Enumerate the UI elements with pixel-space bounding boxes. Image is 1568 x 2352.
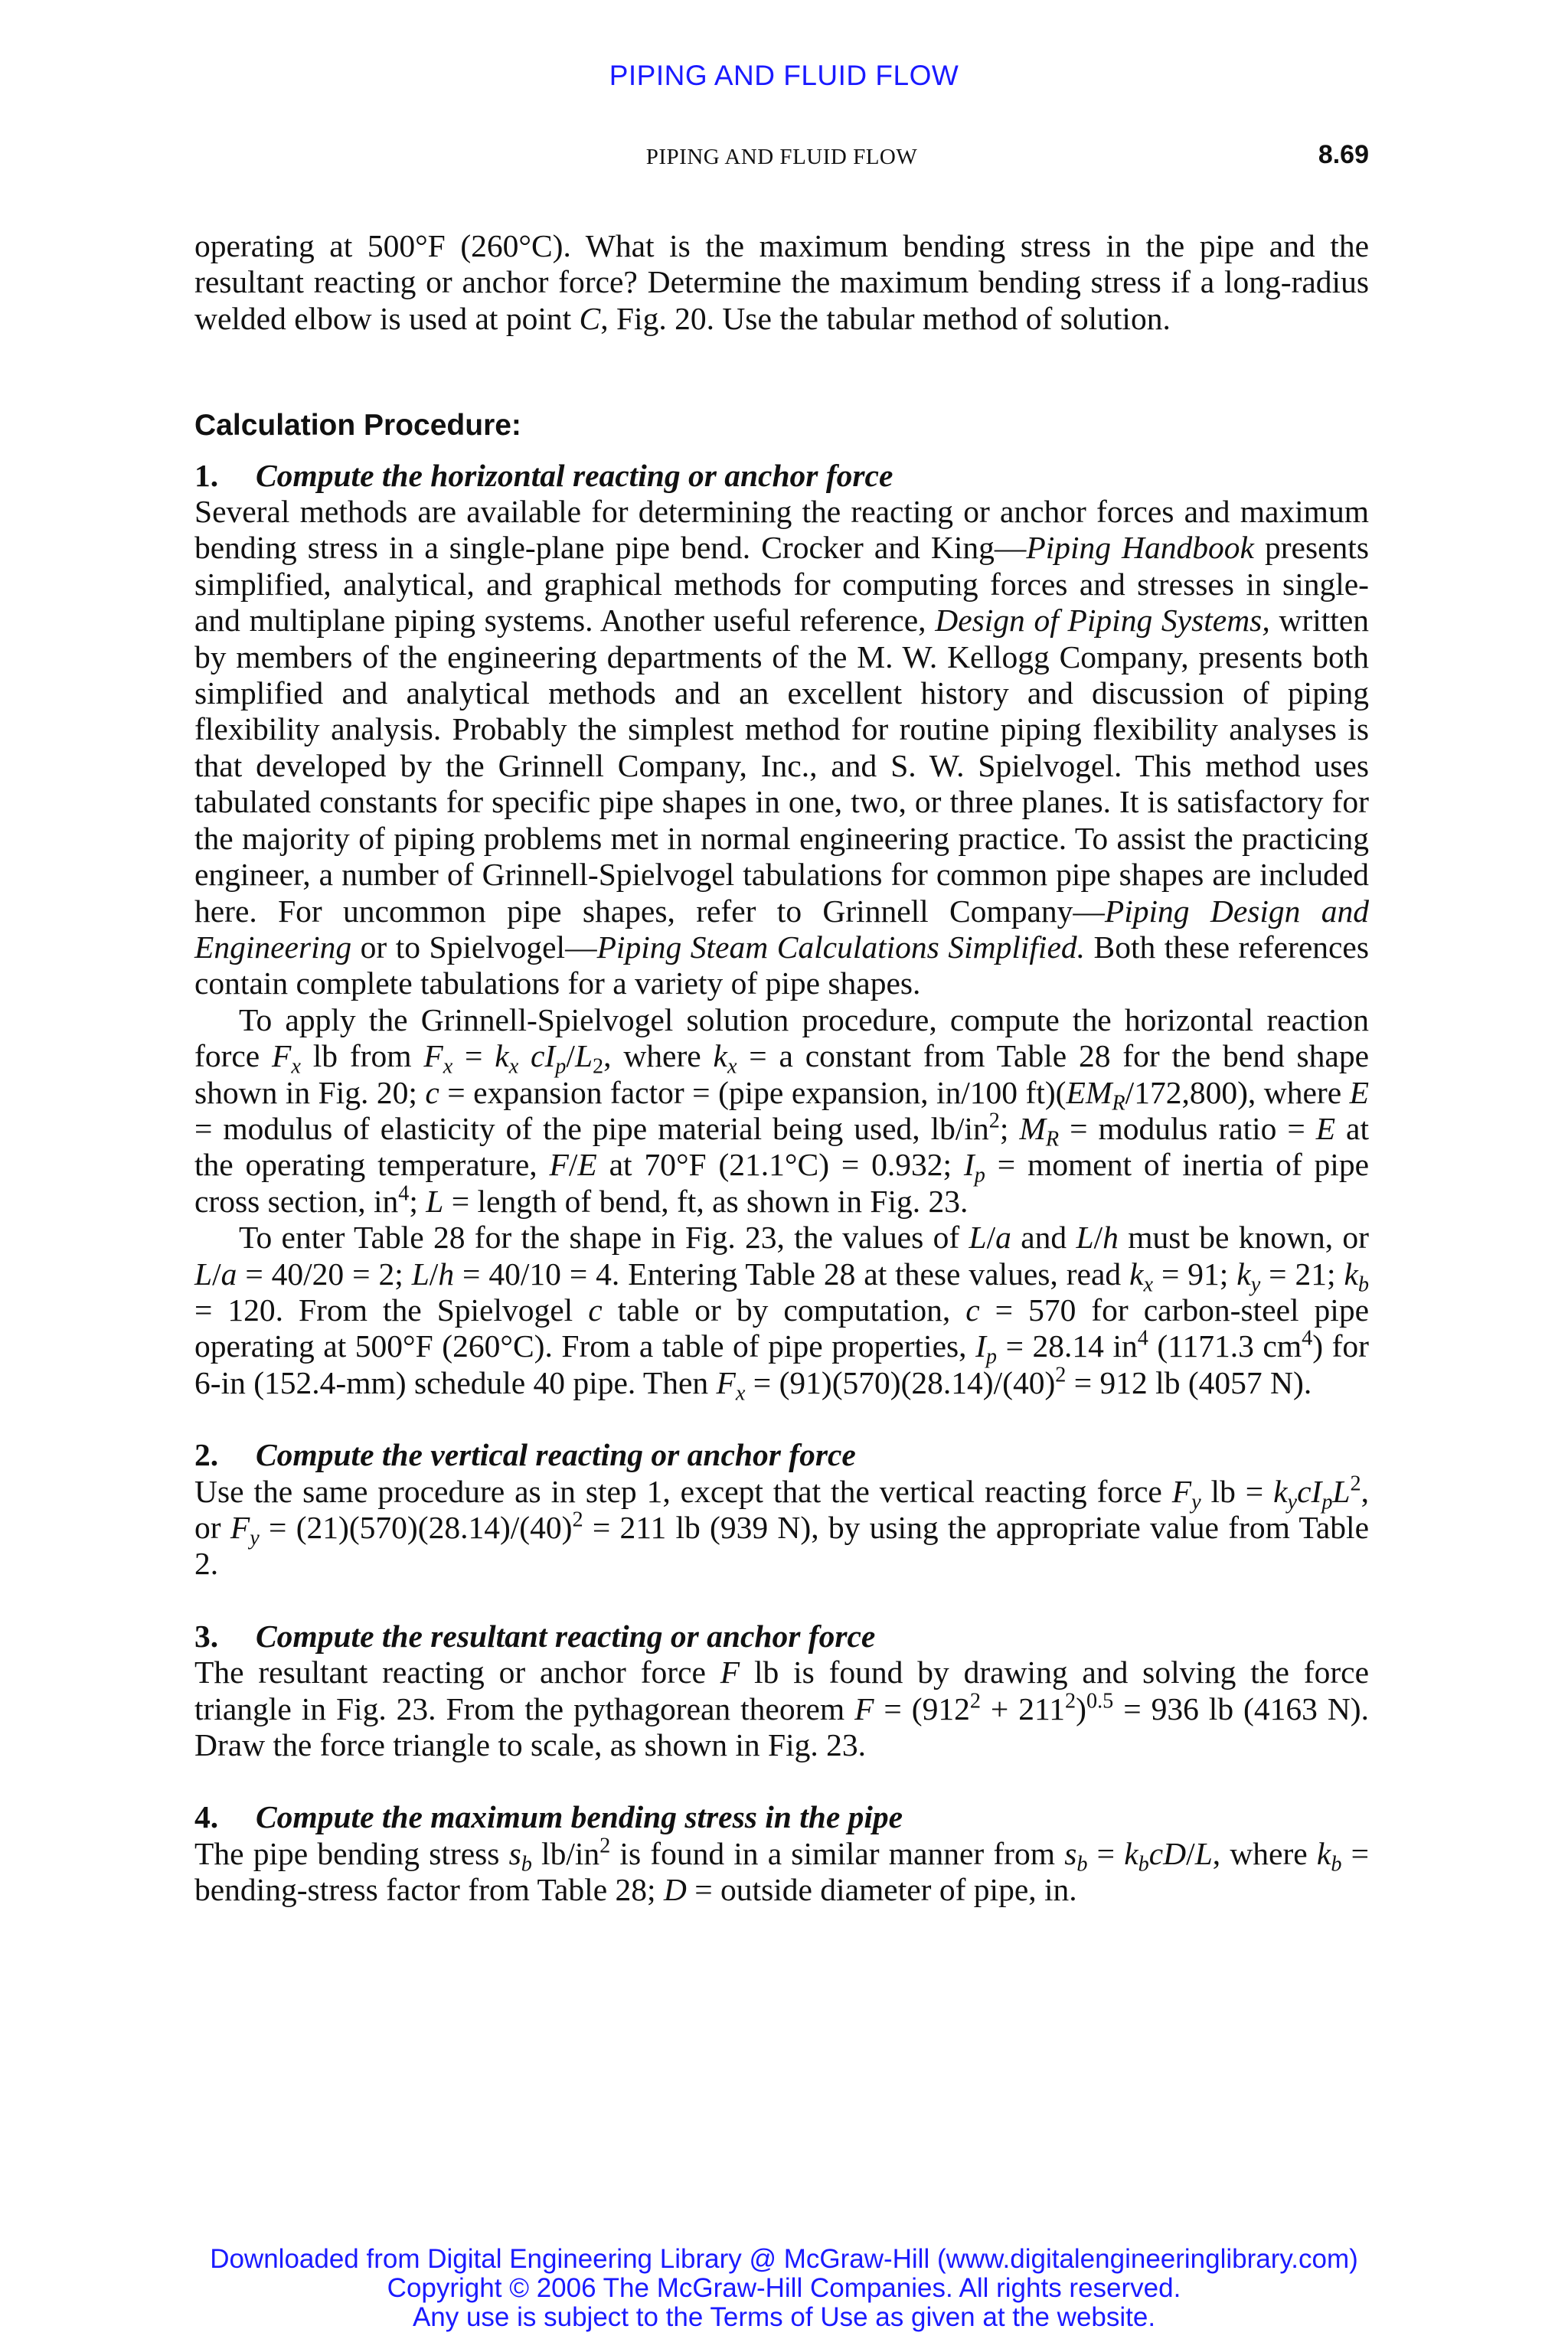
page-number: 8.69 — [1318, 140, 1369, 169]
footer-download-link[interactable]: Downloaded from Digital Engineering Library @ McGraw-Hill (www.digitalengineeringlibrary.com) — [210, 2244, 1358, 2274]
step-3-heading: 3. Compute the resultant reacting or anchor force — [194, 1618, 876, 1654]
intro-paragraph: operating at 500°F (260°C). What is the maximum bending stress in the pipe and the resultant reacting or anchor force? Determine the maximum bending stress if a long-radius welded elbow is used at point C, Fig. 20. Use the tabular method of solution. — [194, 228, 1369, 336]
running-head-title: PIPING AND FLUID FLOW — [645, 145, 918, 169]
running-head — [194, 140, 1369, 174]
step-1-paragraph-2: To apply the Grinnell-Spielvogel solution procedure, compute the horizontal reaction force $F_x$ lb from $F_x = k_x$ $cI_p/L_2$, where $k_x = a$ constant from Table 28 for the bend shape shown in Fig. 20; c = expansion factor = (pipe expansion, in/100 $ft)(EM_R/172,800)$, where E = modulus of elasticity of the pipe material being used, $lb/in^2$; $M_R$ = modulus ratio = E at the operating temperature, F/E at 70°F (21.1°C) = 0.932; $I_p$ = moment of inertia of pipe cross section, $in^4$; L = length of bend, ft, as shown in Fig. 23. — [194, 1001, 1369, 1219]
footer-copyright: Copyright © 2006 The McGraw-Hill Companies. All rights reserved. — [387, 2273, 1181, 2303]
page-body — [194, 228, 1369, 1909]
download-footer — [0, 2245, 1568, 2332]
step-1-paragraph-1: Several methods are available for determining the reacting or anchor forces and maximum bending stress in a single-plane pipe bend. Crocker and King—Piping Handbook presents simplified, analytical, and graphical methods for computing forces and stresses in single- and multiplane piping systems. Another useful reference, Design of Piping Systems, written by members of the engineering departments of the M. W. Kellogg Company, presents both simplified and analytical methods and an excellent history and discussion of piping flexibility analysis. Probably the simplest method for routine piping flexibility analyses is that developed by the Grinnell Company, Inc., and S. W. Spielvogel. This method uses tabulated constants for specific pipe shapes in one, two, or three planes. It is satisfactory for the majority of piping problems met in normal engineering practice. To assist the practicing engineer, a number of Grinnell-Spielvogel tabulations for common pipe shapes are included here. For uncommon pipe shapes, refer to Grinnell Company—Piping Design and Engineering or to Spielvogel—Piping Steam Calculations Simplified. Both these references contain complete tabulations for a variety of pipe shapes. — [194, 494, 1369, 1001]
step-1-paragraph-3: To enter Table 28 for the shape in Fig. 23, the values of L/a and L/h must be known, or L/a = 40/20 = 2; L/h = 40/10 = 4. Entering Table 28 at these values, read $k_x = 91$; $k_y = 21$; $k_b = 120$. From the Spielvogel c table or by computation, c = 570 for carbon-steel pipe operating at 500°F (260°C). From a table of pipe properties, $I_p = 28.14$ $in^4$ (1171.3 $cm^4$) for 6-in (152.4-mm) schedule 40 pipe. Then $F_x = (91)(570)(28.14)/(40)^2 = 912$ lb (4057 N). — [194, 1220, 1370, 1406]
top-banner: PIPING AND FLUID FLOW — [609, 60, 959, 91]
step-4-paragraph: The pipe bending stress $s_b$ $lb/in^2$ is found in a similar manner from $s_b = k_bcD/L$, where $k_b$ = bending-stress factor from Table 28; D = outside diameter of pipe, in. — [194, 1834, 1370, 1908]
footer-terms: Any use is subject to the Terms of Use as given at the website. — [412, 2302, 1156, 2332]
step-2-paragraph: Use the same procedure as in step 1, except that the vertical reacting force $F_y$ lb = $k_ycI_pL^2$, or $F_y = (21)(570)(28.14)/(40)^2 = 211$ lb (939 N), by using the appropriate value from Table 2. — [194, 1472, 1369, 1582]
procedure-heading: Calculation Procedure: — [194, 409, 521, 443]
step-2-heading: 2. Compute the vertical reacting or anchor force — [194, 1437, 856, 1473]
step-1-heading: 1. Compute the horizontal reacting or anchor force — [194, 457, 893, 493]
step-4-heading: 4. Compute the maximum bending stress in the pipe — [194, 1799, 903, 1835]
step-3-paragraph: The resultant reacting or anchor force F lb is found by drawing and solving the force triangle in Fig. 23. From the pythagorean theorem $F = (912^2 + 211^2)^{0.5} = 936$ lb (4163 N). Draw the force triangle to scale, as shown in Fig. 23. — [194, 1655, 1369, 1763]
